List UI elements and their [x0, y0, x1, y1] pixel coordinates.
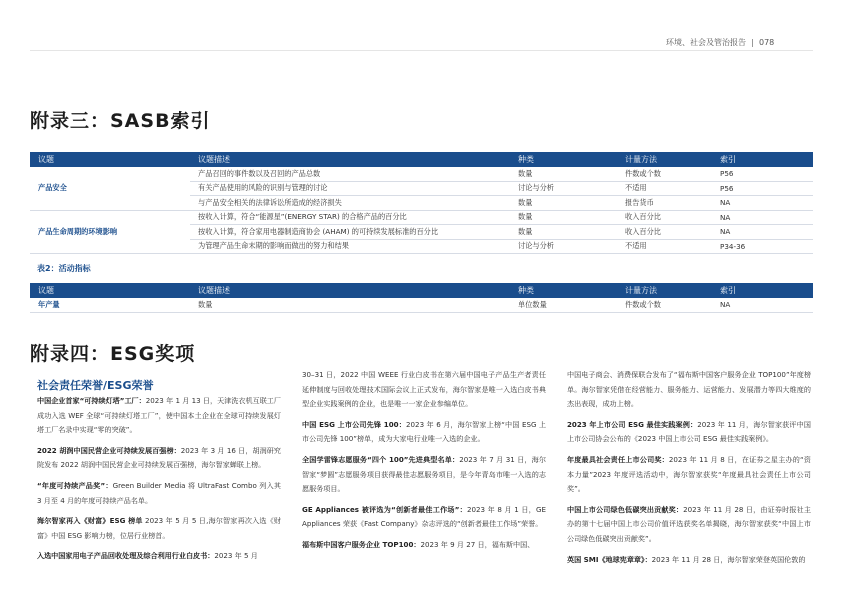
- award-paragraph: [302, 538, 546, 553]
- award-title: 中国 ESG 上市公司先锋 100：: [302, 419, 407, 429]
- appendix4-title: 附录四：ESG奖项: [30, 343, 196, 365]
- award-paragraph: [567, 453, 811, 497]
- table-cell: P56: [712, 181, 813, 196]
- award-title: 中国上市公司绿色低碳突出贡献奖：: [567, 504, 684, 514]
- table-header-cell: 索引: [712, 152, 813, 167]
- page-header: [666, 37, 774, 48]
- appendix3-title: 附录三：SASB索引: [30, 110, 211, 132]
- award-paragraph: [567, 503, 811, 547]
- award-paragraph: [302, 503, 546, 532]
- table-cell: 报告货币: [617, 196, 712, 211]
- topic-cell: 产品安全: [30, 167, 190, 210]
- table-cell: 不适用: [617, 239, 712, 254]
- table-cell: 与产品安全相关的法律诉讼所造成的经济损失: [190, 196, 510, 211]
- award-text: Green Builder Media 将 UltraFast Combo 列入其 3 月至 4 月的年度可持续产品名单。: [37, 480, 281, 505]
- award-text: 2023 年 11 月 28 日，海尔智家荣登英国伦敦的: [651, 554, 806, 564]
- award-paragraph: [37, 549, 281, 564]
- page-number: 078: [759, 38, 775, 47]
- table-cell: 产品召回的事件数以及召回的产品总数: [190, 167, 510, 181]
- table-cell: 按收入计算，符合“能源星”(ENERGY STAR) 的合格产品的百分比: [190, 210, 510, 225]
- table-header-cell: 种类: [510, 283, 617, 298]
- table1-header-row: [30, 152, 813, 167]
- award-title: 福布斯中国客户服务企业 TOP100：: [302, 539, 421, 549]
- header-section: 环境、社会及管治报告: [666, 38, 746, 47]
- award-title: 海尔智家再入《财富》ESG 榜单: [37, 516, 143, 526]
- table-cell: NA: [712, 196, 813, 211]
- table-cell: 不适用: [617, 181, 712, 196]
- header-rule: [30, 50, 813, 51]
- table-cell: 按收入计算，符合家用电器制造商协会 (AHAM) 的可持续发展标准的百分比: [190, 225, 510, 240]
- award-paragraph: [37, 394, 281, 438]
- table-header-cell: 议题描述: [190, 283, 510, 298]
- table-header-cell: 议题描述: [190, 152, 510, 167]
- award-paragraph: [567, 368, 811, 412]
- award-text: 2023 年 11 月 8 日，在证券之星主办的“资本力量”2023 年度评选活动中，海尔智家获奖“年度最具社会责任上市公司奖”。: [567, 454, 811, 494]
- table-row: [30, 210, 813, 225]
- award-title: 全国学雷锋志愿服务“四个 100”先进典型名单：: [302, 454, 460, 464]
- header-divider: [752, 39, 753, 47]
- award-title: GE Appliances 被评选为“创新者最佳工作场”：: [302, 504, 468, 514]
- table-cell: 有关产品使用的风险的识别与管理的讨论: [190, 181, 510, 196]
- award-text: 2023 年 8 月 1 日，GE Appliances 荣获《Fast Company》杂志评选的“创新者最佳工作场”荣誉。: [302, 504, 546, 529]
- award-text: 2023 年 11 月 28 日，由证券时报社主办的第十七届中国上市公司价值评选获奖名单揭晓，海尔智家获奖“中国上市公司绿色低碳突出贡献奖”。: [567, 504, 811, 543]
- table-cell: P34-36: [712, 239, 813, 254]
- award-paragraph: [302, 453, 546, 497]
- award-paragraph: [302, 418, 546, 447]
- table-cell: 为管理产品生命末期的影响而做出的努力和结果: [190, 239, 510, 254]
- table-header-cell: 索引: [712, 283, 813, 298]
- table-cell: 讨论与分析: [510, 239, 617, 254]
- award-paragraph: [37, 514, 281, 543]
- table-cell: 收入百分比: [617, 210, 712, 225]
- table-header-cell: 计量方法: [617, 152, 712, 167]
- award-title: “年度可持续产品奖”：: [37, 480, 113, 490]
- awards-column-1: [37, 394, 281, 570]
- table-cell: NA: [712, 225, 813, 240]
- table-header-cell: 议题: [30, 152, 190, 167]
- table-cell: 讨论与分析: [510, 181, 617, 196]
- award-title: 年度最具社会责任上市公司奖：: [567, 454, 669, 464]
- table2-header-row: [30, 283, 813, 298]
- award-paragraph: [302, 368, 546, 412]
- award-text: 2023 年 3 月 16 日，胡润研究院发布 2022 胡润中国民营企业可持续发展百强榜，海尔智家蝉联上榜。: [37, 445, 281, 470]
- table-cell: 收入百分比: [617, 225, 712, 240]
- award-title: 2022 胡润中国民营企业可持续发展百强榜：: [37, 445, 181, 455]
- award-paragraph: [37, 444, 281, 473]
- table-cell: 单位数量: [510, 298, 617, 312]
- topic-cell: 产品生命周期的环境影响: [30, 210, 190, 254]
- table-cell: 数量: [510, 167, 617, 181]
- sasb-table-2: [30, 283, 813, 313]
- table-cell: NA: [712, 298, 813, 312]
- award-text: 2023 年 7 月 31 日，海尔智家“梦圆”志愿服务项目获得最佳志愿服务项目，是今年青岛市唯一入选的志愿服务项目。: [302, 454, 546, 494]
- table-header-cell: 议题: [30, 283, 190, 298]
- table-cell: 数量: [510, 225, 617, 240]
- awards-subtitle-text: 社会责任荣誉/ESG荣誉: [37, 379, 154, 392]
- table-cell: 数量: [510, 196, 617, 211]
- award-paragraph: [37, 479, 281, 508]
- topic-cell: 年产量: [30, 298, 190, 312]
- award-text: 中国电子商会、消费保联合发布了“福布斯中国客户服务企业 TOP100”年度榜单。海尔智家凭借在经营能力、服务能力、运营能力、发展潜力等四大维度的杰出表现，成功上榜。: [567, 370, 811, 409]
- table-cell: NA: [712, 210, 813, 225]
- award-text: 2023 年 5 月 5 日,海尔智家再次入选《财富》中国 ESG 影响力榜，位居行业榜首。: [37, 516, 281, 540]
- table-cell: 件数或个数: [617, 167, 712, 181]
- award-text: 2023 年 9 月 27 日，福布斯中国、: [420, 539, 535, 549]
- table-row: [30, 167, 813, 181]
- table-cell: P56: [712, 167, 813, 181]
- award-paragraph: [567, 418, 811, 447]
- award-text: 2023 年 11 月，海尔智家获评中国上市公司协会公布的《2023 中国上市公司 ESG 最佳实践案例》。: [567, 419, 811, 444]
- award-title: 中国企业首家“可持续灯塔”工厂：: [37, 396, 146, 405]
- award-title: 入选中国家用电子产品回收处理及综合利用行业白皮书：: [37, 551, 215, 561]
- award-text: 2023 年 5 月: [214, 551, 258, 561]
- award-title: 英国 SMI《地球宪章章》：: [567, 554, 652, 564]
- table-cell: 件数或个数: [617, 298, 712, 312]
- awards-column-2: [302, 368, 546, 559]
- award-text: 30–31 日，2022 中国 WEEE 行业白皮书在第六届中国电子产品生产者责任延伸制度与回收处理技术国际会议上正式发布，海尔智家是唯一入选白皮书典型企业实践案例的企业，也是唯一一家企业参编单位。: [302, 370, 546, 409]
- award-paragraph: [567, 553, 811, 568]
- award-text: 2023 年 6 月，海尔智家上榜“中国 ESG 上市公司先锋 100”榜单，成为大家电行业唯一入选的企业。: [302, 419, 547, 444]
- table-cell: 数量: [190, 298, 510, 312]
- award-title: 2023 年上市公司 ESG 最佳实践案例：: [567, 419, 698, 429]
- table2-caption: 表2：活动指标: [37, 264, 91, 273]
- award-text: 2023 年 1 月 13 日，天津洗衣机互联工厂成功入选 WEF 全球“可持续灯塔工厂”，使中国本土企业在全球可持续发展灯塔工厂名录中实现“零的突破”。: [37, 396, 281, 435]
- sasb-table-1: [30, 152, 813, 254]
- awards-column-3: [567, 368, 811, 573]
- table-row: [30, 298, 813, 312]
- table-cell: 数量: [510, 210, 617, 225]
- table-header-cell: 计量方法: [617, 283, 712, 298]
- table-header-cell: 种类: [510, 152, 617, 167]
